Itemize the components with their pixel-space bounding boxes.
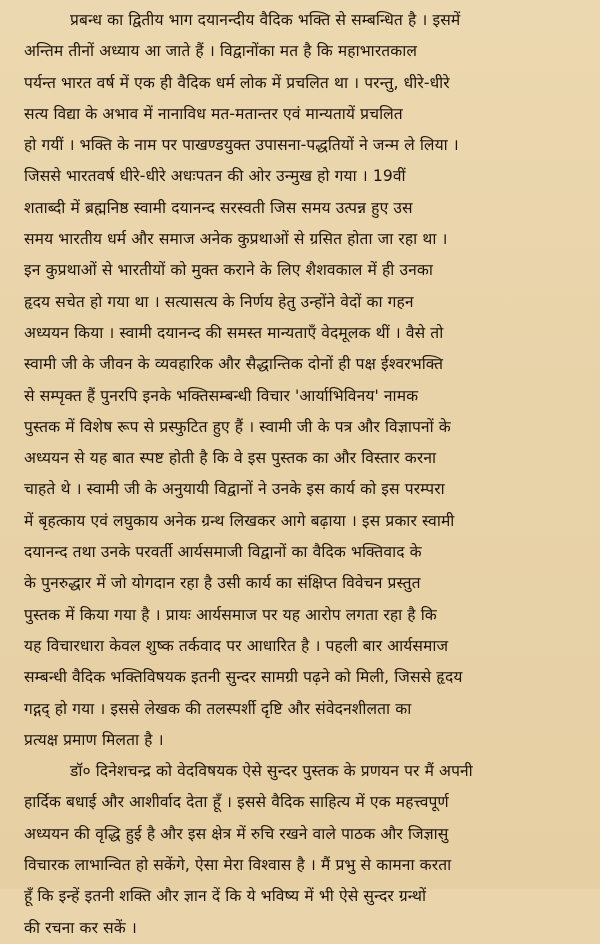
text-line: शताब्दी में ब्रह्मनिष्ठ स्वामी दयानन्द सरस्वती जिस समय उत्पन्न हुए उस bbox=[24, 198, 413, 217]
text-line: में बृहत्काय एवं लघुकाय अनेक ग्रन्थ लिखकर आगे बढ़ाया । इस प्रकार स्वामी bbox=[24, 511, 455, 530]
text-line: स्वामी जी के जीवन के व्यवहारिक और सैद्धान्तिक दोनों ही पक्ष ईश्वरभक्ति bbox=[24, 355, 444, 374]
text-line: अध्ययन की वृद्धि हुई है और इस क्षेत्र में रुचि रखने वाले पाठक और जिज्ञासु bbox=[24, 824, 449, 843]
text-line: हृदय सचेत हो गया था । सत्यासत्य के निर्णय हेतु उन्होंने वेदों का गहन bbox=[24, 292, 414, 311]
text-line: हार्दिक बधाई और आशीर्वाद देता हूँ । इससे वैदिक साहित्य में एक महत्त्वपूर्ण bbox=[24, 793, 449, 812]
text-line: अध्ययन किया । स्वामी दयानन्द की समस्त मान्यताएँ वेदमूलक थीं । वैसे तो bbox=[24, 323, 444, 342]
text-line: समय भारतीय धर्म और समाज अनेक कुप्रथाओं से ग्रसित होता जा रहा था । bbox=[24, 230, 448, 249]
text-line: चाहते थे । स्वामी जी के अनुयायी विद्वानों ने उनके इस कार्य को इस परम्परा bbox=[24, 480, 445, 499]
text-line: प्रबन्ध का द्वितीय भाग दयानन्दीय वैदिक भक्ति से सम्बन्धित है । इसमें bbox=[70, 11, 461, 29]
text-line: हूँ कि इन्हें इतनी शक्ति और ज्ञान दें कि ये भविष्य में भी ऐसे सुन्दर ग्रन्थों bbox=[24, 887, 427, 906]
text-line: पुस्तक में किया गया है । प्रायः आर्यसमाज पर यह आरोप लगता रहा है कि bbox=[24, 605, 437, 624]
text-line: सम्बन्धी वैदिक भक्तिविषयक इतनी सुन्दर सामग्री पढ़ने को मिली, जिससे हृदय bbox=[24, 668, 463, 687]
text-line: सत्य विद्या के अभाव में नानाविध मत-मतान्तर एवं मान्यतायें प्रचलित bbox=[24, 104, 403, 123]
text-line: पर्यन्त भारत वर्ष में एक ही वैदिक धर्म लोक में प्रचलित था । परन्तु, धीरे-धीरे bbox=[24, 73, 450, 92]
text-line: हो गयीं । भक्ति के नाम पर पाखण्डयुक्त उपासना-पद्धतियों ने जन्म ले लिया । bbox=[24, 136, 459, 155]
text-line: पुस्तक में विशेष रूप से प्रस्फुटित हुए हैं । स्वामी जी के पत्र और विज्ञापनों के bbox=[24, 417, 451, 436]
text-line: दयानन्द तथा उनके परवर्ती आर्यसमाजी विद्वानों का वैदिक भक्तिवाद के bbox=[24, 543, 422, 562]
text-line: विचारक लाभान्वित हो सकेंगे, ऐसा मेरा विश्वास है । मैं प्रभु से कामना करता bbox=[24, 856, 452, 875]
text-line: अन्तिम तीनों अध्याय आ जाते हैं । विद्वानोंका मत है कि महाभारतकाल bbox=[24, 42, 418, 61]
text-line: की रचना कर सकें । bbox=[24, 918, 137, 937]
text-line: डॉ० दिनेशचन्द्र को वेदविषयक ऐसे सुन्दर पुस्तक के प्रणयन पर मैं अपनी bbox=[70, 762, 473, 781]
text-line: जिससे भारतवर्ष धीरे-धीरे अधःपतन की ओर उन्मुख हो गया । 19वीं bbox=[24, 167, 406, 186]
paragraph-2 bbox=[24, 756, 580, 944]
text-line: के पुनरुद्धार में जो योगदान रहा है उसी कार्य का संक्षिप्त विवेचन प्रस्तुत bbox=[24, 574, 421, 593]
text-line: अध्ययन से यह बात स्पष्ट होती है कि वे इस पुस्तक का और विस्तार करना bbox=[24, 449, 437, 468]
text-line: यह विचारधारा केवल शुष्क तर्कवाद पर आधारित है । पहली बार आर्यसमाज bbox=[24, 636, 449, 655]
text-line: से सम्पृक्त हैं पुनरपि इनके भक्तिसम्बन्धी विचार 'आर्याभिविनय' नामक bbox=[24, 386, 419, 405]
text-line: इन कुप्रथाओं से भारतीयों को मुक्त कराने के लिए शैशवकाल में ही उनका bbox=[24, 261, 433, 280]
text-line: गद्गद् हो गया । इससे लेखक की तलस्पर्शी दृष्टि और संवेदनशीलता का bbox=[24, 699, 412, 718]
paragraph-1 bbox=[24, 5, 580, 756]
text-line: प्रत्यक्ष प्रमाण मिलता है । bbox=[24, 730, 164, 749]
